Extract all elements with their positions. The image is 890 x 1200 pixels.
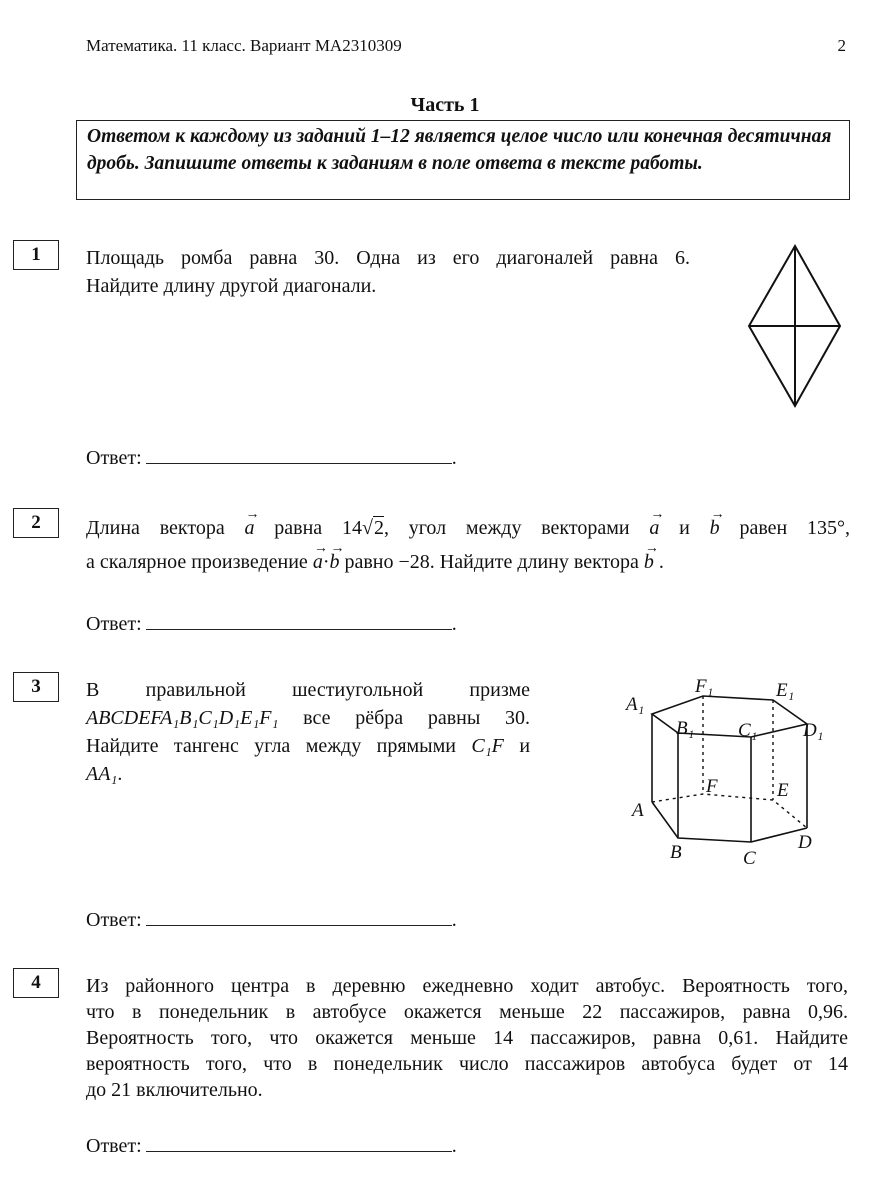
vector-a: → a	[312, 541, 328, 573]
question-number-3: 3	[13, 672, 59, 702]
answer-line[interactable]	[146, 906, 452, 926]
vector-a: → a	[649, 507, 665, 539]
question-1-line-1: Площадь ромба равна 30. Одна из его диагоналей равна 6.	[86, 247, 690, 269]
answer-field-1[interactable]: Ответ: .	[86, 444, 457, 470]
answer-label: Ответ:	[86, 447, 142, 469]
question-3-line-2: ABCDEFA₁B₁C₁D₁E₁F₁ все рёбра равны 30.	[86, 707, 531, 729]
question-4-line-5: до 21 включительно.	[86, 1079, 263, 1101]
question-3-line-3: Найдите тангенс угла между прямыми C₁F и	[86, 735, 531, 757]
label-B: B	[670, 842, 682, 863]
rhombus-figure	[740, 240, 850, 415]
question-2-line-1: Длина вектора → a равна 14√2, угол между векторами → a и → b равен 135°,	[86, 514, 850, 542]
label-A1: A₁	[626, 694, 645, 715]
label-D1: D₁	[803, 720, 824, 741]
answer-label: Ответ:	[86, 909, 142, 931]
answer-field-4[interactable]: Ответ: .	[86, 1132, 457, 1158]
vector-b: → b	[709, 507, 725, 539]
answer-field-2[interactable]: Ответ: .	[86, 610, 457, 636]
label-F1: F₁	[695, 676, 714, 697]
page-header-title: Математика. 11 класс. Вариант МА2310309	[86, 36, 402, 55]
question-4-line-2: что в понедельник в автобусе окажется меньше 22 пассажиров, равна 0,96.	[86, 1001, 848, 1023]
part-title: Часть 1	[410, 94, 480, 116]
page-number: 2	[837, 36, 846, 55]
label-A: A	[632, 800, 644, 821]
label-F: F	[706, 776, 718, 797]
label-E1: E₁	[776, 680, 795, 701]
question-3-line-1: В правильной шестиугольной призме	[86, 679, 530, 701]
label-B1: B₁	[676, 718, 695, 739]
answer-field-3[interactable]: Ответ: .	[86, 906, 457, 932]
label-C: C	[743, 848, 756, 869]
hexagonal-prism-figure	[620, 668, 850, 878]
prism-name: ABCDEFA₁B₁C₁D₁E₁F₁	[86, 707, 279, 729]
answer-line[interactable]	[146, 444, 452, 464]
instructions-text: Ответом к каждому из заданий 1–12 является целое число или конечная десятичная дробь. Запишите ответы к заданиям в поле ответа в тексте работы.	[87, 126, 832, 174]
label-E: E	[777, 780, 789, 801]
length-value: 14√2	[341, 517, 384, 539]
question-number-2: 2	[13, 508, 59, 538]
answer-line[interactable]	[146, 1132, 452, 1152]
vector-b: → b	[643, 541, 659, 573]
answer-label: Ответ:	[86, 613, 142, 635]
question-2-line-2: а скалярное произведение → a· → b равно −28. Найдите длину вектора → b .	[86, 548, 664, 576]
vector-a: → a	[244, 507, 260, 539]
question-number-1: 1	[13, 240, 59, 270]
question-4-line-3: Вероятность того, что окажется меньше 14 пассажиров, равна 0,61. Найдите	[86, 1027, 848, 1049]
question-1-line-2: Найдите длину другой диагонали.	[86, 275, 377, 297]
question-3-line-4: AA₁.	[86, 763, 123, 785]
label-D: D	[798, 832, 812, 853]
question-4-line-1: Из районного центра в деревню ежедневно ходит автобус. Вероятность того,	[86, 975, 848, 997]
answer-line[interactable]	[146, 610, 452, 630]
instructions-box	[76, 120, 850, 200]
question-number-4: 4	[13, 968, 59, 998]
question-4-line-4: вероятность того, что в понедельник число пассажиров автобуса будет от 14	[86, 1053, 848, 1075]
vector-b: → b	[329, 541, 345, 573]
label-C1: C₁	[738, 720, 758, 741]
answer-label: Ответ:	[86, 1135, 142, 1157]
